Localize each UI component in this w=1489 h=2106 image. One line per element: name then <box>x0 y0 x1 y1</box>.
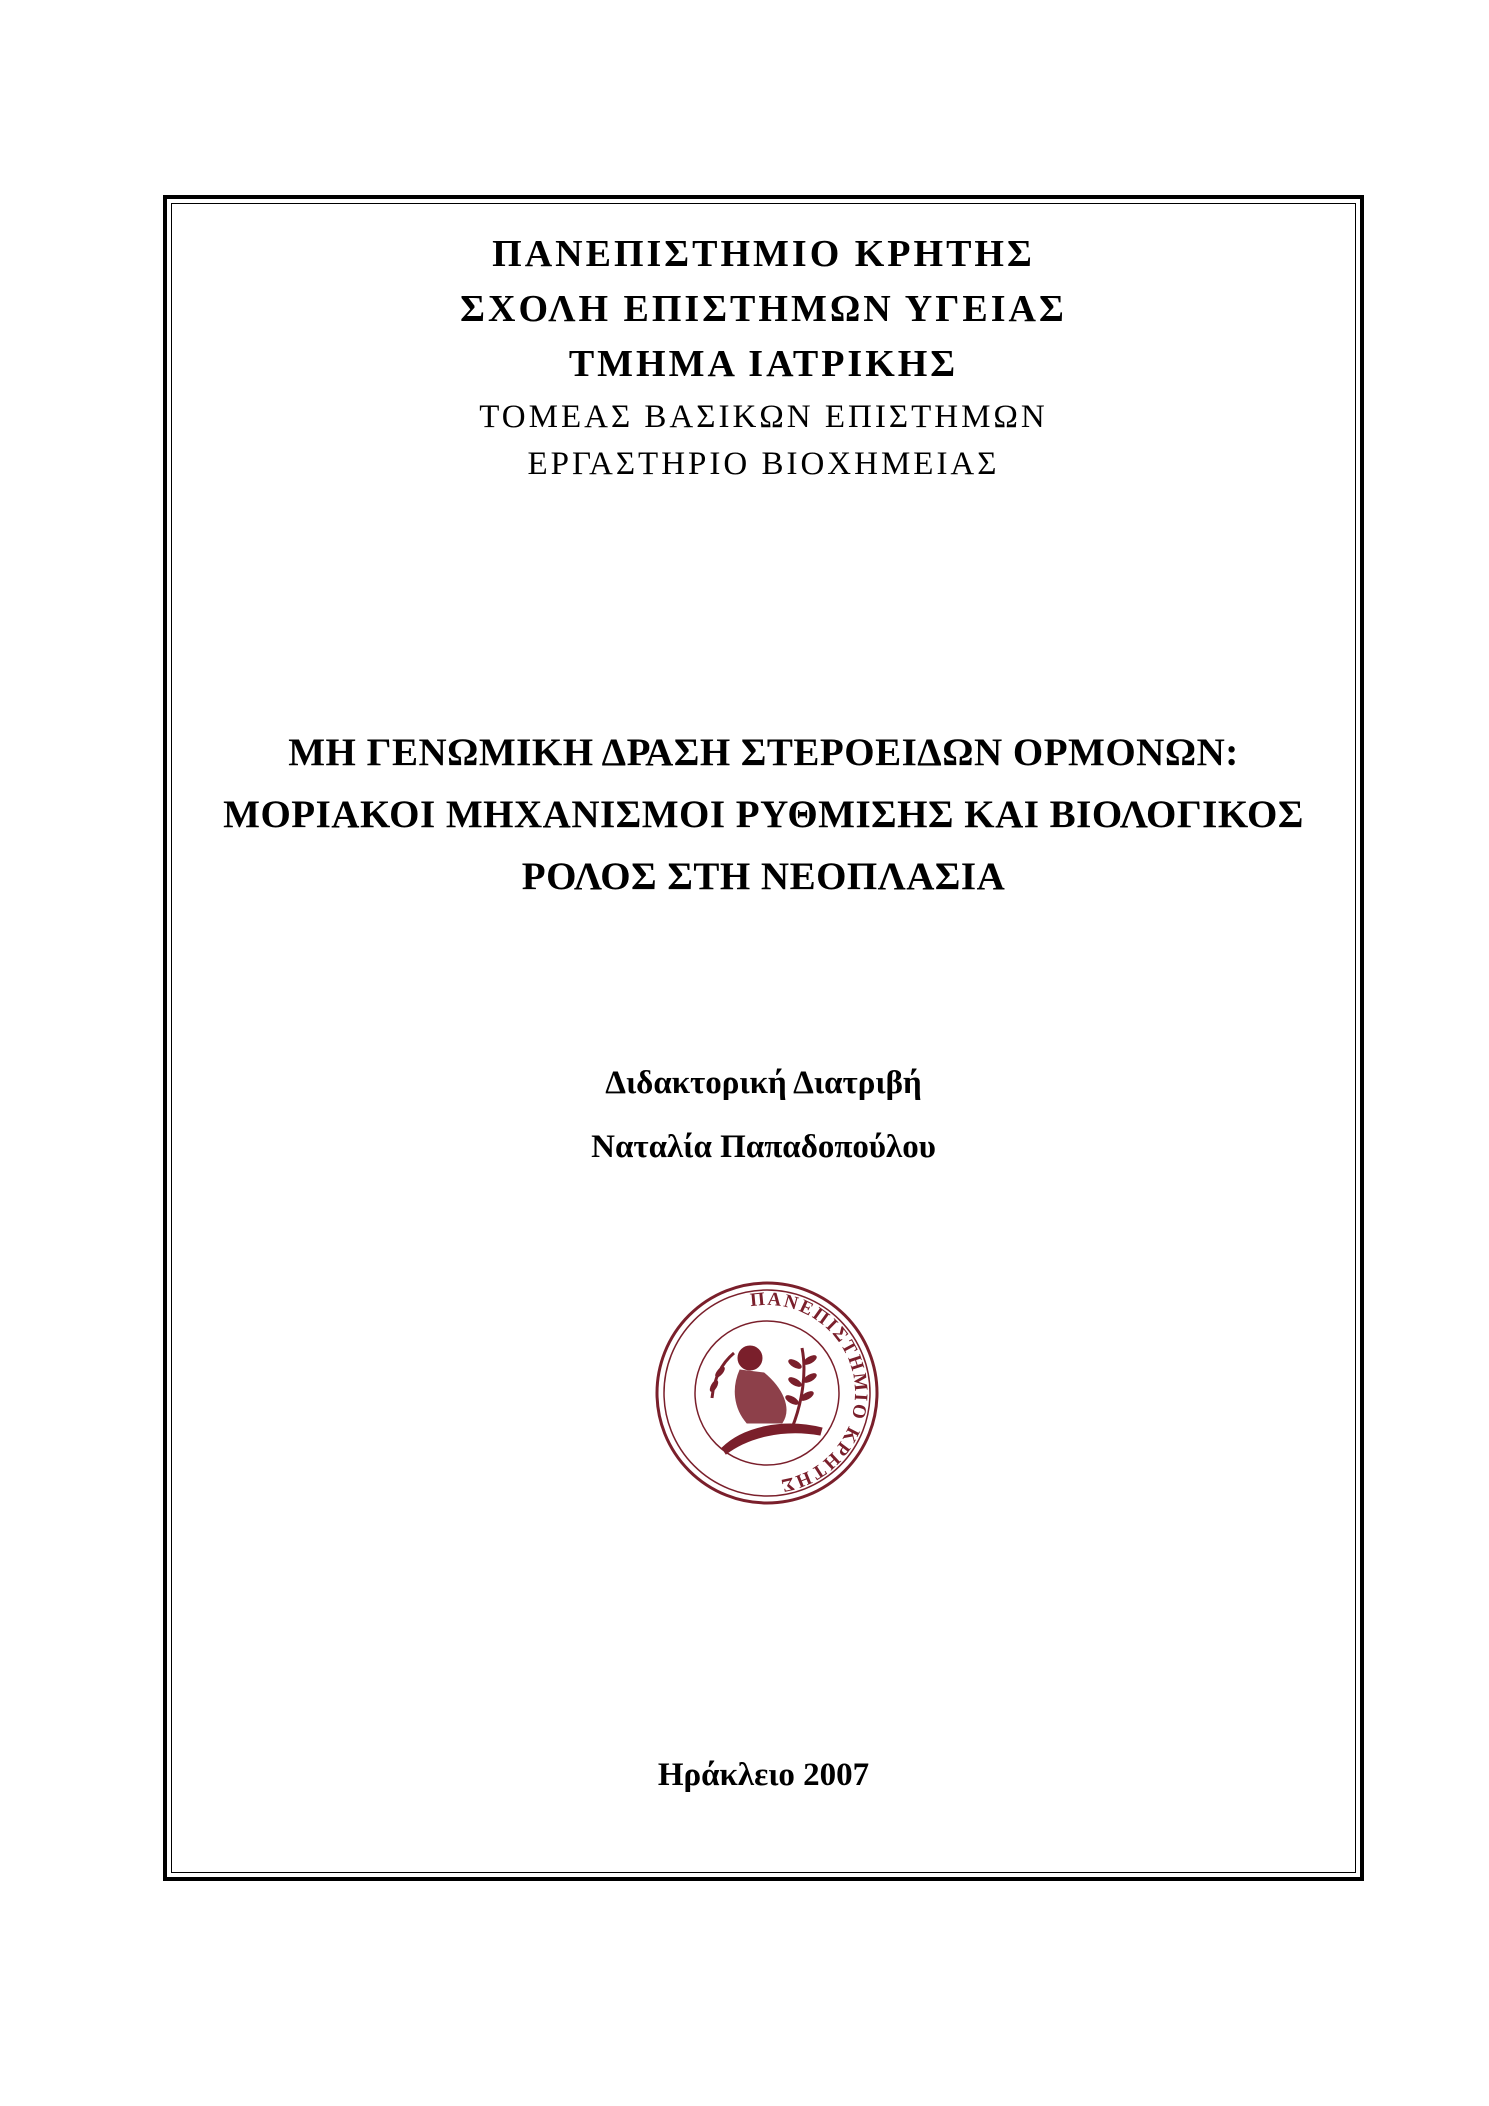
document-type: Διδακτορική Διατριβή <box>605 1065 922 1101</box>
svg-text:ΠΑΝΕΠΙΣΤΗΜΙΟ ΚΡΗΤΗΣ: ΠΑΝΕΠΙΣΤΗΜΙΟ ΚΡΗΤΗΣ <box>749 1288 872 1497</box>
university-name: ΠΑΝΕΠΙΣΤΗΜΙΟ ΚΡΗΤΗΣ <box>492 233 1035 275</box>
university-seal-logo <box>652 1278 882 1508</box>
department-name: ΤΜΗΜΑ ΙΑΤΡΙΚΗΣ <box>568 343 959 385</box>
place-and-year: Ηράκλειο 2007 <box>657 1757 870 1793</box>
author-name: Ναταλία Παπαδοπούλου <box>591 1129 936 1165</box>
thesis-title-line-2: ΜΟΡΙΑΚΟΙ ΜΗΧΑΝΙΣΜΟΙ ΡΥΘΜΙΣΗΣ ΚΑΙ ΒΙΟΛΟΓΙΚΟΣ <box>223 793 1304 836</box>
division-name: ΤΟΜΕΑΣ ΒΑΣΙΚΩΝ ΕΠΙΣΤΗΜΩΝ <box>479 399 1048 435</box>
thesis-title-line-3: ΡΟΛΟΣ ΣΤΗ ΝΕΟΠΛΑΣΙΑ <box>521 855 1006 898</box>
school-name: ΣΧΟΛΗ ΕΠΙΣΤΗΜΩΝ ΥΓΕΙΑΣ <box>460 288 1067 330</box>
laboratory-name: ΕΡΓΑΣΤΗΡΙΟ ΒΙΟΧΗΜΕΙΑΣ <box>527 446 1000 482</box>
thesis-title-line-1: ΜΗ ΓΕΝΩΜΙΚΗ ΔΡΑΣΗ ΣΤΕΡΟΕΙΔΩΝ ΟΡΜΟΝΩΝ: <box>288 731 1239 774</box>
